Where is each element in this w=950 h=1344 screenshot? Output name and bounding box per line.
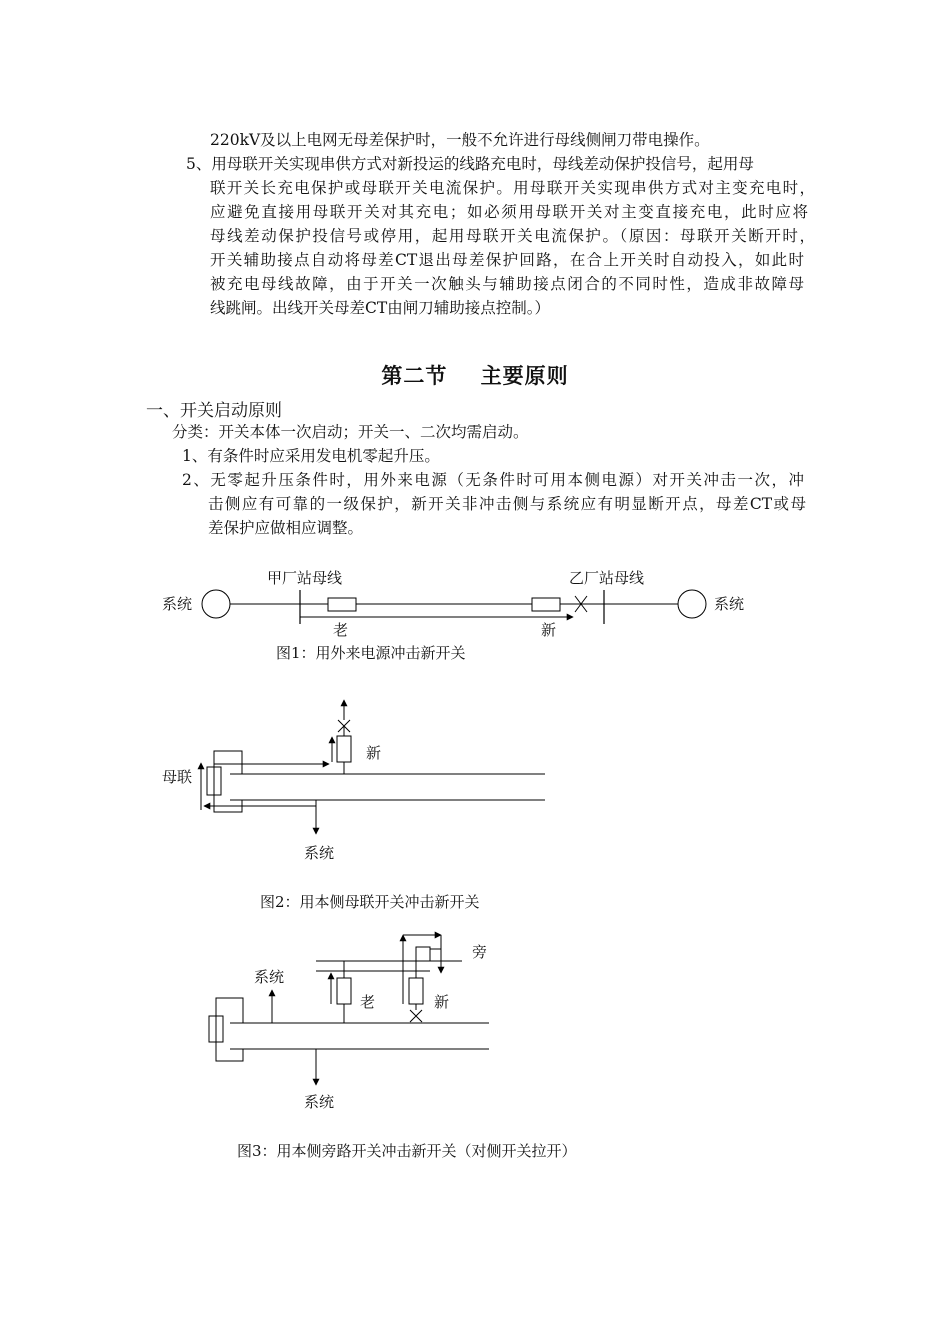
paragraph-line: 开关辅助接点自动将母差CT退出母差保护回路，在合上开关时自动投入，如此时 [210,251,804,269]
fig1-left-system-label: 系统 [162,595,193,613]
fig3-system-bottom-label: 系统 [304,1093,335,1111]
paragraph-line: 母线差动保护投信号或停用，起用母联开关电流保护。（原因：母联开关断开时， [210,227,815,245]
list-item-5-line: 5、用母联开关实现串供方式对新投运的线路充电时，母线差动保护投信号，起用母 [186,155,754,173]
new-breaker-fig2 [337,736,351,762]
classification-line: 分类：开关本体一次启动；开关一、二次均需启动。 [172,423,529,441]
new-breaker [532,598,560,611]
fig1-right-system-label: 系统 [714,595,745,613]
fig1-caption: 图1：用外来电源冲击新开关 [276,644,466,662]
old-breaker [328,598,356,611]
list-item-2-line: 击侧应有可靠的一级保护，新开关非冲击侧与系统应有明显断开点，母差CT或母 [208,495,806,513]
new-breaker-fig3 [409,978,423,1004]
paragraph-line: 应避免直接用母联开关对其充电；如必须用母联开关对主变直接充电，此时应将 [210,203,808,221]
coupler-outline [214,751,242,812]
paragraph-line: 220kV及以上电网无母差保护时，一般不允许进行母线侧闸刀带电操作。 [210,131,710,149]
fig1-left-bus-label: 甲厂站母线 [267,569,343,587]
paragraph-line: 被充电母线故障，由于开关一次触头与辅助接点闭合的不同时性，造成非故障母 [210,275,804,293]
list-item-1: 1、有条件时应采用发电机零起升压。 [182,447,440,465]
figure-2-diagram [201,700,545,834]
fig3-old-label: 老 [360,993,376,1011]
fig2-caption: 图2：用本侧母联开关冲击新开关 [260,893,480,911]
left-system-source [202,590,230,618]
paragraph-line: 线跳闸。出线开关母差CT由闸刀辅助接点控制。） [210,299,550,317]
fig2-new-label: 新 [366,744,382,762]
fig3-new-label: 新 [434,993,450,1011]
fig2-system-label: 系统 [304,844,335,862]
fig2-coupler-label: 母联 [162,768,193,786]
fig1-old-label: 老 [333,621,349,639]
fig1-new-label: 新 [541,621,557,639]
list-item-2-line: 2、无零起升压条件时，用外来电源（无条件时可用本侧电源）对开关冲击一次，冲 [182,471,804,489]
fig3-bypass-label: 旁 [472,943,488,961]
heading-switch-startup: 一、开关启动原则 [146,401,282,421]
right-system-source [678,590,706,618]
fig1-right-bus-label: 乙厂站母线 [569,569,645,587]
figure-1-diagram [202,590,706,624]
open-disconnect-mark [410,1010,422,1022]
coupler-outline [216,998,243,1061]
paragraph-line: 联开关长充电保护或母联开关电流保护。用母联开关实现串供方式对主变充电时， [210,179,815,197]
list-item-2-line: 差保护应做相应调整。 [208,519,364,537]
old-breaker-fig3 [337,978,351,1004]
fig3-caption: 图3：用本侧旁路开关冲击新开关（对侧开关拉开） [237,1142,577,1160]
bypass-breaker [416,947,430,961]
fig3-system-top-label: 系统 [254,968,285,986]
section-title: 第二节 主要原则 [381,363,569,388]
